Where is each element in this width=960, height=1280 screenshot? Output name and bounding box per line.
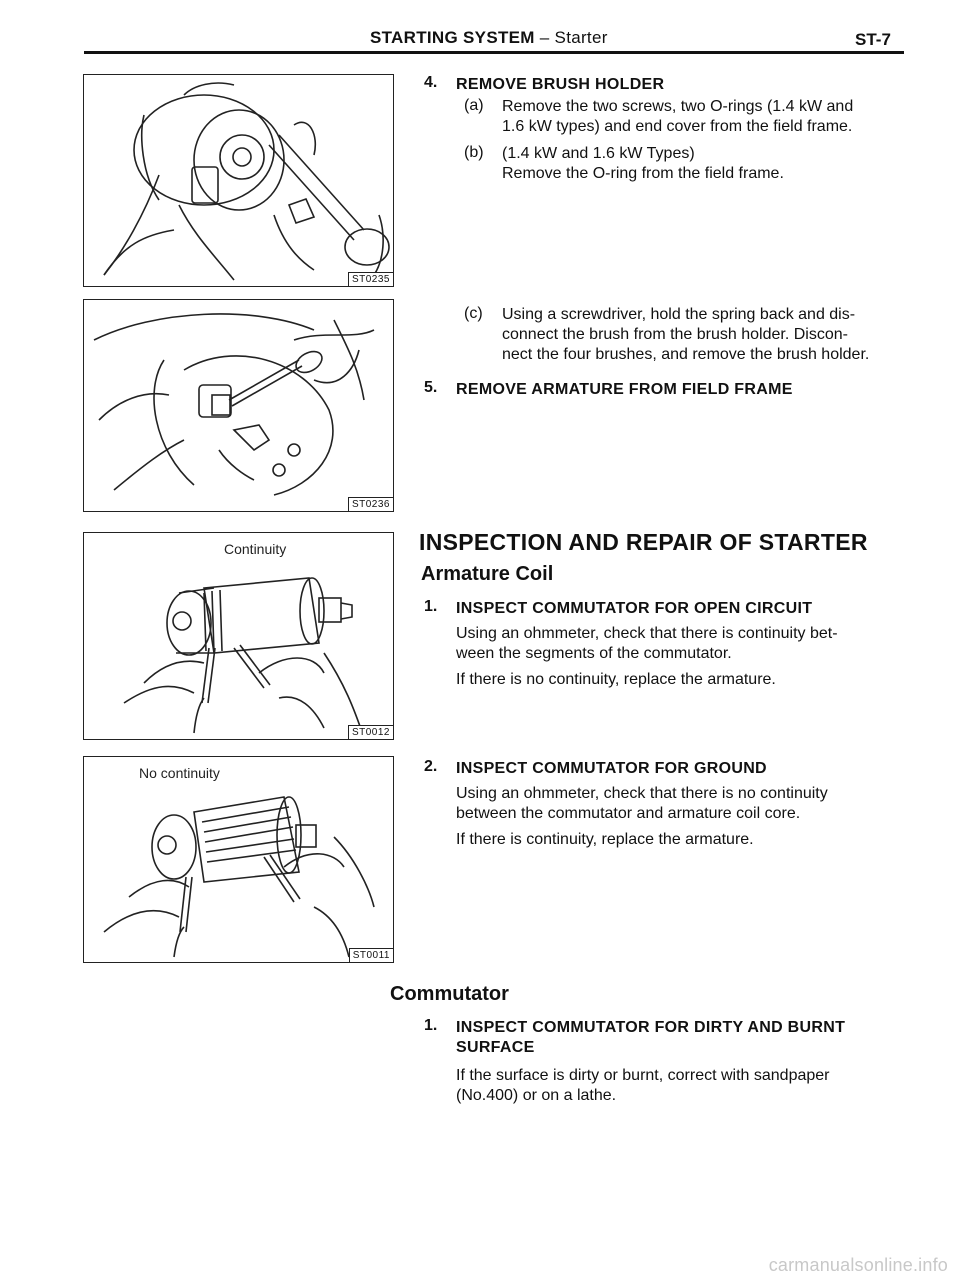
commutator-1-text-2: (No.400) or on a lathe.	[456, 1087, 617, 1104]
step-4c-label: (c)	[464, 305, 483, 322]
illustration-brush-holder	[84, 300, 392, 510]
inspect-2-text-1: Using an ohmmeter, check that there is no continuity	[456, 785, 828, 802]
page-number: ST-7	[855, 30, 891, 49]
inspect-1-text-2: ween the segments of the commutator.	[456, 645, 732, 662]
step-4c-text-2: connect the brush from the brush holder. Discon-	[502, 326, 848, 343]
inspect-2-text-2: between the commutator and armature coil core.	[456, 805, 801, 822]
commutator-1-heading-1: INSPECT COMMUTATOR FOR DIRTY AND BURNT	[456, 1019, 846, 1036]
figure-code: ST0012	[348, 725, 393, 739]
inspect-1-heading: INSPECT COMMUTATOR FOR OPEN CIRCUIT	[456, 600, 813, 617]
step-4c-text-1: Using a screwdriver, hold the spring back and dis-	[502, 306, 856, 323]
step-4a-label: (a)	[464, 97, 484, 114]
illustration-end-cover	[84, 75, 392, 285]
inspect-2-text-3: If there is continuity, replace the armature.	[456, 831, 754, 848]
step-4-number: 4.	[424, 74, 438, 91]
figure-caption: Continuity	[224, 541, 287, 557]
figure-end-cover-removal	[83, 74, 394, 287]
subsection-title-commutator: Commutator	[390, 983, 509, 1005]
step-4a-text-1: Remove the two screws, two O-rings (1.4 kW and	[502, 98, 854, 115]
inspect-1-text-3: If there is no continuity, replace the armature.	[456, 671, 776, 688]
inspect-1-number: 1.	[424, 598, 438, 615]
commutator-1-number: 1.	[424, 1017, 438, 1034]
step-4a-text-2: 1.6 kW types) and end cover from the field frame.	[502, 118, 853, 135]
subsection-title-armature-coil: Armature Coil	[421, 563, 554, 585]
inspect-1-text-1: Using an ohmmeter, check that there is continuity bet-	[456, 625, 838, 642]
commutator-1-text-1: If the surface is dirty or burnt, correct with sandpaper	[456, 1067, 830, 1084]
commutator-1-heading-2: SURFACE	[456, 1039, 535, 1056]
section-title-inspection: INSPECTION AND REPAIR OF STARTER	[419, 529, 868, 555]
header-section: STARTING SYSTEM	[370, 28, 535, 47]
inspect-2-heading: INSPECT COMMUTATOR FOR GROUND	[456, 760, 767, 777]
step-4-heading: REMOVE BRUSH HOLDER	[456, 76, 665, 93]
step-5-number: 5.	[424, 379, 438, 396]
figure-continuity-check	[83, 532, 394, 740]
step-4b-label: (b)	[464, 144, 484, 161]
figure-code: ST0011	[349, 948, 393, 962]
header-rule	[84, 51, 904, 54]
watermark: carmanualsonline.info	[768, 1255, 948, 1275]
illustration-armature-continuity	[84, 533, 392, 738]
figure-ground-check	[83, 756, 394, 963]
page-header-title	[370, 28, 608, 48]
illustration-armature-ground	[84, 757, 392, 961]
figure-code: ST0236	[348, 497, 393, 511]
figure-code: ST0235	[348, 272, 393, 286]
step-4c-text-3: nect the four brushes, and remove the brush holder.	[502, 346, 870, 363]
inspect-2-number: 2.	[424, 758, 438, 775]
step-4b-text-2: Remove the O-ring from the field frame.	[502, 165, 784, 182]
header-subsection: – Starter	[534, 28, 608, 47]
step-5-heading: REMOVE ARMATURE FROM FIELD FRAME	[456, 381, 793, 398]
step-4b-text-1: (1.4 kW and 1.6 kW Types)	[502, 145, 695, 162]
figure-brush-holder	[83, 299, 394, 512]
figure-caption: No continuity	[139, 765, 220, 781]
